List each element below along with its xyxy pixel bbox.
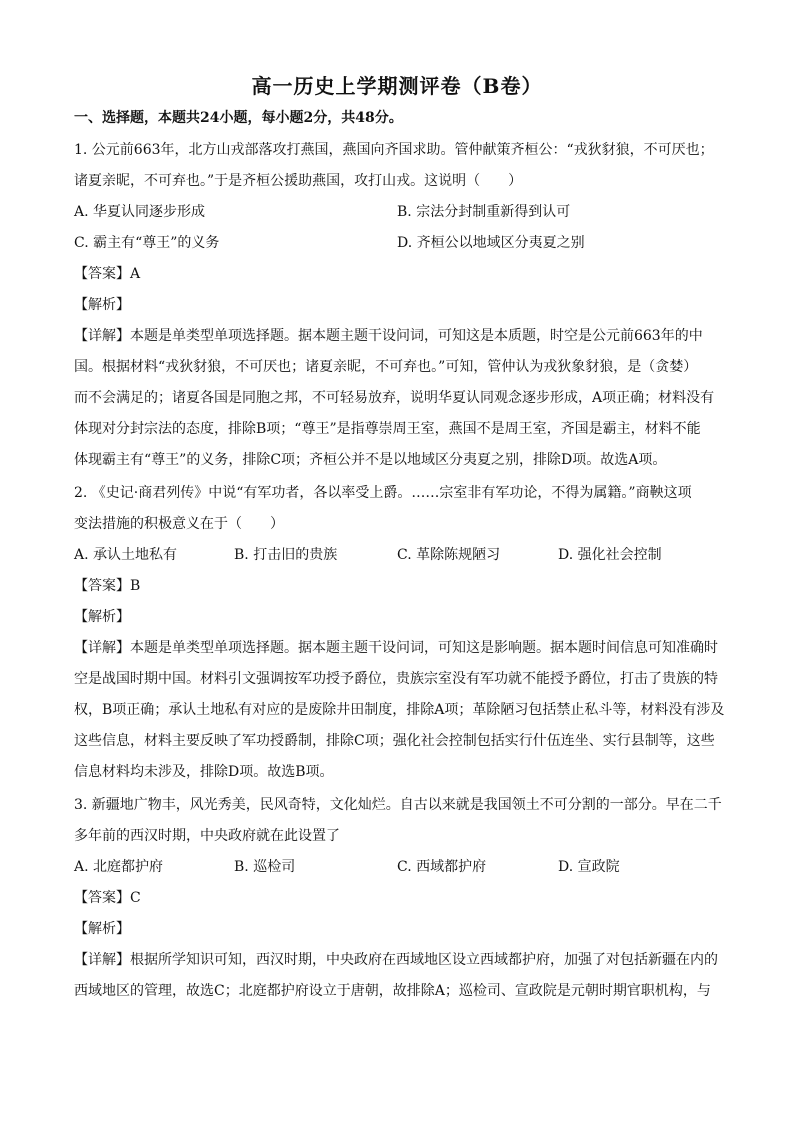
q3-stem-line-1: 3. 新疆地广物丰，风光秀美，民风奇特，文化灿烂。自古以来就是我国领土不可分割的一部分。早在二千 xyxy=(74,797,722,813)
q1-option-a: A. 华夏认同逐步形成 xyxy=(74,204,206,220)
q2-detail-line-1: 【详解】本题是单类型单项选择题。据本题主题干设问词，可知这是影响题。据本题时间信息可知准确时 xyxy=(74,640,718,656)
q2-stem-line-2: 变法措施的积极意义在于（ ） xyxy=(74,516,284,532)
q2-stem-line-1: 2. 《史记·商君列传》中说“有军功者，各以率受上爵。……宗室非有军功论，不得为属籍。”商鞅这项 xyxy=(74,485,692,501)
q2-option-d: D. 强化社会控制 xyxy=(558,547,662,563)
q1-analysis-label: 【解析】 xyxy=(74,297,130,313)
q2-detail-line-4: 这些信息，材料主要反映了军功授爵制，排除C项；强化社会控制包括实行什伍连坐、实行县制等，这些 xyxy=(74,733,715,749)
q1-detail-line-4: 体现对分封宗法的态度，排除B项；“尊王”是指尊崇周王室，燕国不是周王室，齐国是霸主，材料不能 xyxy=(74,421,701,437)
q3-option-c: C. 西域都护府 xyxy=(397,859,487,875)
q3-stem-line-2: 多年前的西汉时期，中央政府就在此设置了 xyxy=(74,828,340,844)
q1-detail-line-2: 国。根据材料“戎狄豺狼，不可厌也；诸夏亲昵，不可弃也。”可知，管仲认为戎狄象豺狼，是（贪婪） xyxy=(74,359,698,375)
q1-detail-line-3: 而不会满足的；诸夏各国是同胞之邦，不可轻易放弃，说明华夏认同观念逐步形成，A项正确；材料没有 xyxy=(74,390,715,406)
q2-detail-line-3: 权，B项正确；承认土地私有对应的是废除井田制度，排除A项；革除陋习包括禁止私斗等，材料没有涉及 xyxy=(74,702,725,718)
q1-answer: 【答案】A xyxy=(74,266,141,282)
q3-analysis-label: 【解析】 xyxy=(74,921,130,937)
q3-option-a: A. 北庭都护府 xyxy=(74,859,164,875)
q2-option-a: A. 承认土地私有 xyxy=(74,547,178,563)
q1-stem-line-1: 1. 公元前663年，北方山戎部落攻打燕国，燕国向齐国求助。管仲献策齐桓公：“戎狄豺狼，不可厌也； xyxy=(74,142,714,158)
q1-option-d: D. 齐桓公以地域区分夷夏之别 xyxy=(397,235,585,251)
q2-detail-line-2: 空是战国时期中国。材料引文强调按军功授予爵位，贵族宗室没有军功就不能授予爵位，打击了贵族的特 xyxy=(74,671,718,687)
page-title: 高一历史上学期测评卷（B卷） xyxy=(251,74,543,98)
q1-stem-line-2: 诸夏亲昵，不可弃也。”于是齐桓公援助燕国，攻打山戎。这说明（ ） xyxy=(74,173,523,189)
q1-option-c: C. 霸主有“尊王”的义务 xyxy=(74,235,220,251)
q3-option-d: D. 宣政院 xyxy=(558,859,620,875)
q3-answer: 【答案】C xyxy=(74,890,141,906)
q3-detail-line-2: 西域地区的管理，故选C；北庭都护府设立于唐朝，故排除A；巡检司、宣政院是元朝时期官职机构，与 xyxy=(74,983,711,999)
q3-detail-line-1: 【详解】根据所学知识可知，西汉时期，中央政府在西域地区设立西域都护府，加强了对包括新疆在内的 xyxy=(74,952,718,968)
q3-option-b: B. 巡检司 xyxy=(234,859,296,875)
q2-option-c: C. 革除陈规陋习 xyxy=(397,547,501,563)
q2-answer: 【答案】B xyxy=(74,578,141,594)
q2-detail-line-5: 信息材料均未涉及，排除D项。故选B项。 xyxy=(74,764,334,780)
q1-option-b: B. 宗法分封制重新得到认可 xyxy=(397,204,571,220)
q2-analysis-label: 【解析】 xyxy=(74,609,130,625)
section-heading: 一、选择题，本题共24小题，每小题2分，共48分。 xyxy=(74,110,403,126)
q2-option-b: B. 打击旧的贵族 xyxy=(234,547,338,563)
q1-detail-line-1: 【详解】本题是单类型单项选择题。据本题主题干设问词，可知这是本质题，时空是公元前663年的中 xyxy=(74,328,703,344)
q1-detail-line-5: 体现霸主有“尊王”的义务，排除C项；齐桓公并不是以地域区分夷夏之别，排除D项。故选A项。 xyxy=(74,452,667,468)
